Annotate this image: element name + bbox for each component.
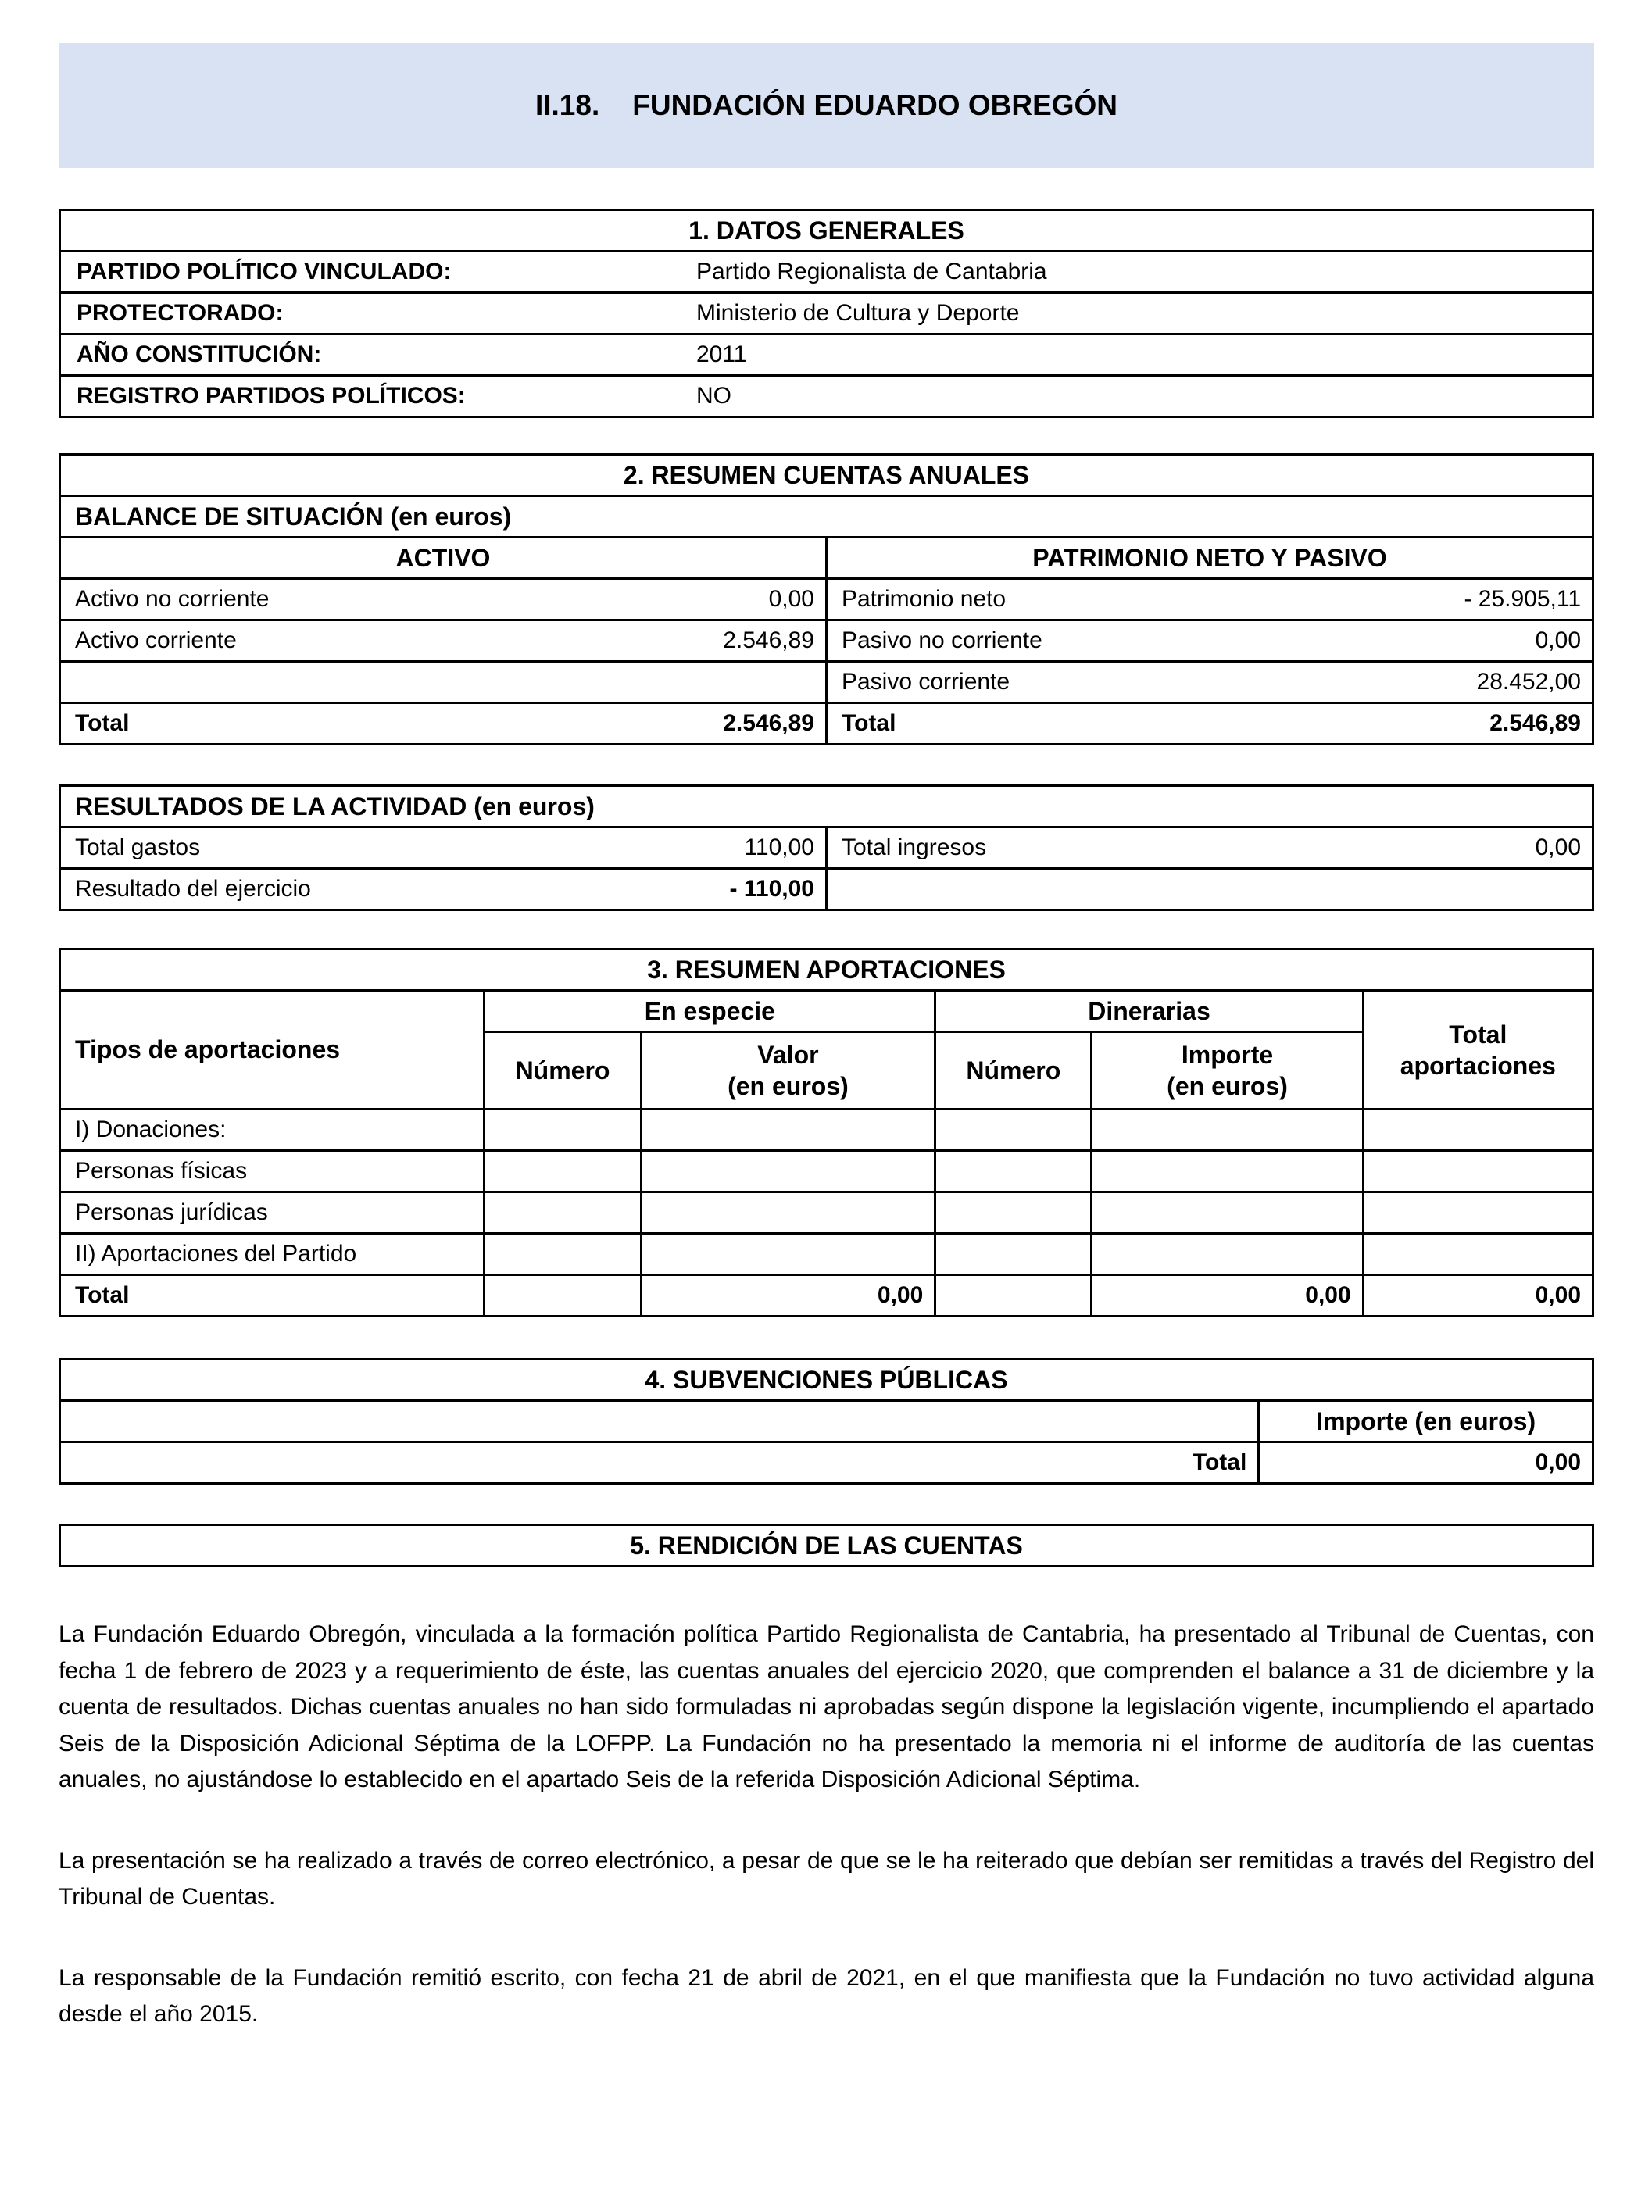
empty-cell bbox=[935, 1234, 1092, 1275]
row-label: Total gastos bbox=[60, 827, 520, 869]
table-row bbox=[60, 252, 1593, 293]
table-header-row bbox=[60, 786, 1593, 827]
empty-cell bbox=[641, 1151, 935, 1192]
field-value: Partido Regionalista de Cantabria bbox=[685, 252, 1593, 293]
resumen-cuentas-title: 2. RESUMEN CUENTAS ANUALES bbox=[60, 455, 1593, 496]
table-subheader-row bbox=[60, 496, 1593, 538]
row-label: I) Donaciones: bbox=[60, 1110, 485, 1151]
total-value: 0,00 bbox=[641, 1275, 935, 1317]
table-total-row bbox=[60, 1442, 1593, 1484]
empty-cell bbox=[1092, 1151, 1363, 1192]
aportaciones-title: 3. RESUMEN APORTACIONES bbox=[60, 949, 1593, 991]
total-label: Total bbox=[826, 703, 1255, 745]
table-row bbox=[60, 662, 1593, 703]
empty-cell bbox=[935, 1110, 1092, 1151]
empty-cell bbox=[485, 1275, 641, 1317]
dinerarias-header: Dinerarias bbox=[935, 991, 1363, 1032]
table-row bbox=[60, 293, 1593, 334]
total-value: 0,00 bbox=[1259, 1442, 1593, 1484]
table-group-header-row bbox=[60, 991, 1593, 1032]
table-row bbox=[60, 869, 1593, 910]
header-line: (en euros) bbox=[1167, 1072, 1288, 1100]
row-value: 0,00 bbox=[1256, 827, 1593, 869]
table-header-row bbox=[60, 1360, 1593, 1401]
resumen-cuentas-table bbox=[59, 453, 1594, 745]
tipos-aportaciones-header: Tipos de aportaciones bbox=[60, 991, 485, 1110]
total-value: 0,00 bbox=[1363, 1275, 1593, 1317]
numero-especie-header: Número bbox=[485, 1032, 641, 1110]
datos-generales-table bbox=[59, 209, 1594, 418]
field-label: AÑO CONSTITUCIÓN: bbox=[60, 334, 685, 376]
table-header-row bbox=[60, 1525, 1593, 1567]
table-row bbox=[60, 579, 1593, 620]
field-label: REGISTRO PARTIDOS POLÍTICOS: bbox=[60, 376, 685, 417]
table-header-row bbox=[60, 455, 1593, 496]
importe-header bbox=[1092, 1032, 1363, 1110]
table-total-row bbox=[60, 1275, 1593, 1317]
row-label: Activo corriente bbox=[60, 620, 520, 662]
row-value bbox=[520, 662, 826, 703]
total-value: 2.546,89 bbox=[1256, 703, 1593, 745]
rendicion-title: 5. RENDICIÓN DE LAS CUENTAS bbox=[60, 1525, 1593, 1567]
empty-cell bbox=[1363, 1234, 1593, 1275]
resultados-actividad-table bbox=[59, 784, 1594, 911]
empty-cell bbox=[935, 1151, 1092, 1192]
empty-cell bbox=[641, 1110, 935, 1151]
row-value: 0,00 bbox=[520, 579, 826, 620]
empty-cell bbox=[1092, 1110, 1363, 1151]
row-label: Resultado del ejercicio bbox=[60, 869, 520, 910]
field-value: 2011 bbox=[685, 334, 1593, 376]
page-title: FUNDACIÓN EDUARDO OBREGÓN bbox=[632, 89, 1118, 121]
header-line: Importe bbox=[1181, 1041, 1274, 1069]
row-label bbox=[60, 662, 520, 703]
datos-generales-title: 1. DATOS GENERALES bbox=[60, 210, 1593, 252]
empty-cell bbox=[641, 1234, 935, 1275]
header-line: Valor bbox=[757, 1041, 819, 1069]
en-especie-header: En especie bbox=[485, 991, 935, 1032]
resumen-aportaciones-table bbox=[59, 948, 1594, 1317]
row-label: Activo no corriente bbox=[60, 579, 520, 620]
header-line: aportaciones bbox=[1400, 1051, 1556, 1080]
header-line: Total bbox=[1449, 1020, 1507, 1049]
empty-cell bbox=[485, 1110, 641, 1151]
page-content bbox=[59, 43, 1594, 2033]
field-value: Ministerio de Cultura y Deporte bbox=[685, 293, 1593, 334]
table-header-row bbox=[60, 949, 1593, 991]
table-row bbox=[60, 620, 1593, 662]
total-label: Total bbox=[60, 1275, 485, 1317]
table-row bbox=[60, 376, 1593, 417]
empty-cell bbox=[1092, 1234, 1363, 1275]
table-header-row bbox=[60, 210, 1593, 252]
resultados-title: RESULTADOS DE LA ACTIVIDAD (en euros) bbox=[60, 786, 1593, 827]
field-label: PARTIDO POLÍTICO VINCULADO: bbox=[60, 252, 685, 293]
row-value: - 110,00 bbox=[520, 869, 826, 910]
subvenciones-publicas-table bbox=[59, 1358, 1594, 1485]
row-label: II) Aportaciones del Partido bbox=[60, 1234, 485, 1275]
empty-cell bbox=[485, 1192, 641, 1234]
total-value: 2.546,89 bbox=[520, 703, 826, 745]
table-row bbox=[60, 827, 1593, 869]
row-label: Pasivo corriente bbox=[826, 662, 1255, 703]
row-label: Pasivo no corriente bbox=[826, 620, 1255, 662]
row-value: 0,00 bbox=[1256, 620, 1593, 662]
row-value: 2.546,89 bbox=[520, 620, 826, 662]
row-value: 110,00 bbox=[520, 827, 826, 869]
document-page bbox=[0, 43, 1652, 2212]
row-value: 28.452,00 bbox=[1256, 662, 1593, 703]
numero-dinerarias-header: Número bbox=[935, 1032, 1092, 1110]
subvenciones-title: 4. SUBVENCIONES PÚBLICAS bbox=[60, 1360, 1593, 1401]
empty-cell bbox=[1092, 1192, 1363, 1234]
table-row bbox=[60, 1234, 1593, 1275]
total-value: 0,00 bbox=[1092, 1275, 1363, 1317]
total-label: Total bbox=[60, 703, 520, 745]
paragraph-correo-electronico: La presentación se ha realizado a través de correo electrónico, a pesar de que se le ha reiterado que debían ser remitidas a través del Registro del Tribunal de Cuentas. bbox=[59, 1847, 1594, 1910]
document-title-banner bbox=[59, 43, 1594, 168]
empty-cell bbox=[60, 1401, 1259, 1442]
field-label: PROTECTORADO: bbox=[60, 293, 685, 334]
row-label: Patrimonio neto bbox=[826, 579, 1255, 620]
importe-euros-header: Importe (en euros) bbox=[1259, 1401, 1593, 1442]
field-value: NO bbox=[685, 376, 1593, 417]
header-line: (en euros) bbox=[728, 1072, 849, 1100]
table-row bbox=[60, 1110, 1593, 1151]
paragraph-presentacion-cuentas: La Fundación Eduardo Obregón, vinculada a la formación política Partido Regionalista de Cantabria, ha presentado al Tribunal de Cuentas, con fecha 1 de febrero de 2023 y a requerimiento de éste, las cuentas anuales del ejercicio 2020, que comprenden el balance a 31 de diciembre y la cuenta de resultados. Dichas cuentas anuales no han sido formuladas ni aprobadas según dispone la legislación vigente, incumpliendo el apartado Seis de la Disposición Adicional Séptima de la LOFPP. La Fundación no ha presentado la memoria ni el informe de auditoría de las cuentas anuales, no ajustándose lo establecido en el apartado Seis de la referida Disposición Adicional Séptima. bbox=[59, 1621, 1594, 1792]
table-total-row bbox=[60, 703, 1593, 745]
activo-header: ACTIVO bbox=[60, 538, 827, 579]
valor-header bbox=[641, 1032, 935, 1110]
row-value: - 25.905,11 bbox=[1256, 579, 1593, 620]
total-label: Total bbox=[60, 1442, 1259, 1484]
table-column-header-row bbox=[60, 1401, 1593, 1442]
table-row bbox=[60, 1151, 1593, 1192]
balance-situacion-title: BALANCE DE SITUACIÓN (en euros) bbox=[60, 496, 1593, 538]
empty-cell bbox=[485, 1234, 641, 1275]
empty-cell bbox=[1363, 1110, 1593, 1151]
section-number: II.18. bbox=[535, 89, 600, 121]
empty-cell bbox=[826, 869, 1593, 910]
rendicion-cuentas-table bbox=[59, 1524, 1594, 1567]
row-label: Total ingresos bbox=[826, 827, 1255, 869]
empty-cell bbox=[935, 1275, 1092, 1317]
row-label: Personas jurídicas bbox=[60, 1192, 485, 1234]
empty-cell bbox=[1363, 1151, 1593, 1192]
table-row bbox=[60, 334, 1593, 376]
table-column-header-row bbox=[60, 538, 1593, 579]
empty-cell bbox=[485, 1151, 641, 1192]
empty-cell bbox=[1363, 1192, 1593, 1234]
total-aportaciones-header bbox=[1363, 991, 1593, 1110]
empty-cell bbox=[641, 1192, 935, 1234]
patrimonio-pasivo-header: PATRIMONIO NETO Y PASIVO bbox=[826, 538, 1593, 579]
row-label: Personas físicas bbox=[60, 1151, 485, 1192]
empty-cell bbox=[935, 1192, 1092, 1234]
table-row bbox=[60, 1192, 1593, 1234]
paragraph-sin-actividad: La responsable de la Fundación remitió escrito, con fecha 21 de abril de 2021, en el que manifiesta que la Fundación no tuvo actividad alguna desde el año 2015. bbox=[59, 1964, 1594, 2027]
